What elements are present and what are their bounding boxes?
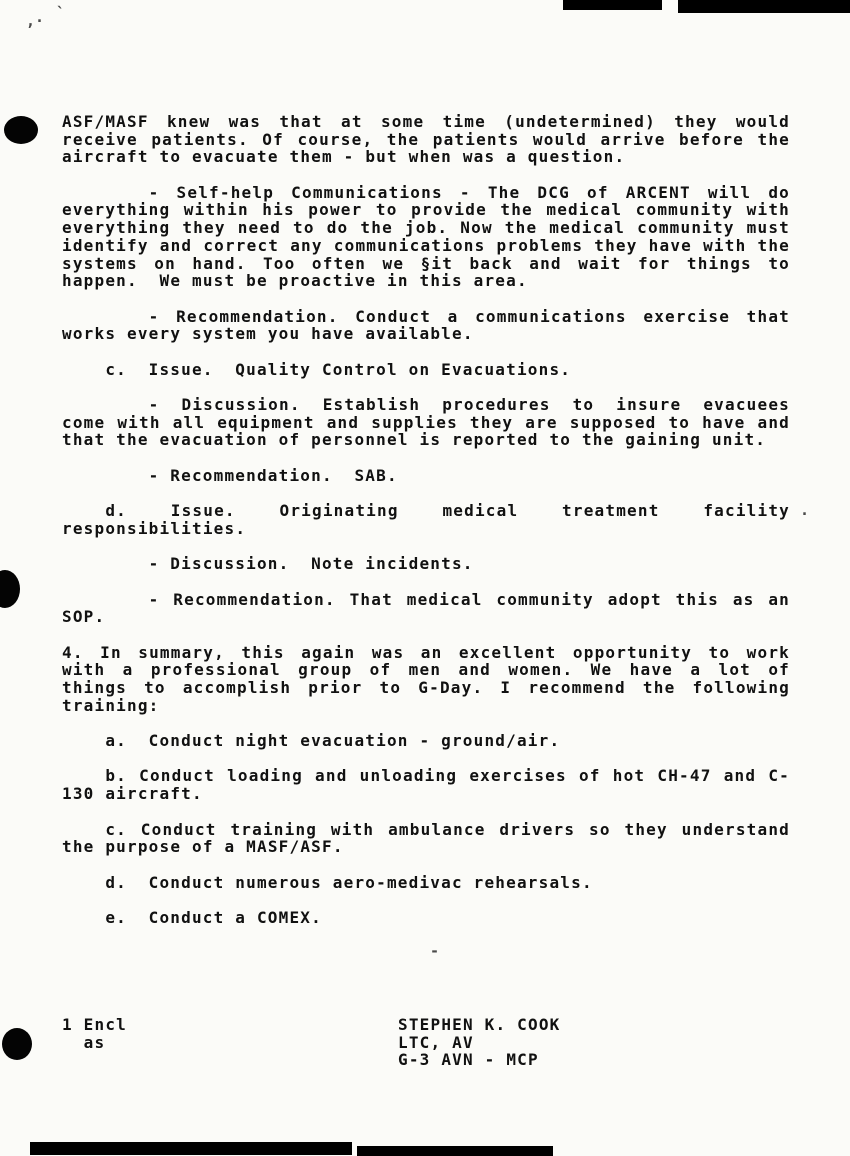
signature-block [398,1016,561,1069]
text-line: - Discussion. Establish procedures to insure evacuees [148,395,790,414]
text-line: receive patients. Of course, the patients would arrive before the [62,129,790,149]
text-line: identify and correct any communications problems they have with the [62,235,790,255]
text-line: with a professional group of men and women. We have a lot of [62,660,790,680]
text-line [62,856,790,874]
document-text [62,113,790,927]
signature-line: G-3 AVN - MCP [398,1050,539,1070]
text-line: things to accomplish prior to G-Day. I recommend the following [62,678,790,697]
text-line: d. Conduct numerous aero-medivac rehearsals. [105,872,593,892]
text-line [62,343,790,361]
text-line: training: [62,695,160,715]
text-line: 4. In summary, this again was an excellent opportunity to work [62,642,790,662]
signature-line: STEPHEN K. COOK [398,1015,561,1034]
text-line [62,714,790,732]
enclosure-block [62,1016,127,1051]
text-line: aircraft to evacuate them - but when was a question. [62,147,626,167]
text-line: come with all equipment and supplies they are supposed to have and [62,412,790,432]
text-line [62,626,790,644]
text-line: c. Issue. Quality Control on Evacuations. [105,359,572,379]
signature-line: LTC, AV [398,1032,474,1052]
text-line: - Recommendation. That medical community adopt this as an [148,589,790,609]
text-line: - Self-help Communications - The DCG of ARCENT will do [148,182,790,202]
text-line [62,290,790,308]
text-line: that the evacuation of personnel is reported to the gaining unit. [62,430,767,450]
redaction-bar [678,0,850,13]
scan-speck: ,· [26,12,45,30]
text-line [62,378,790,396]
text-line [62,449,790,467]
text-line [62,803,790,821]
text-line: - Discussion. Note incidents. [148,554,474,574]
text-line: - Recommendation. Conduct a communications exercise that [148,306,790,326]
text-line: ASF/MASF knew was that at some time (undetermined) they would [62,112,790,131]
scan-speck: ` [56,4,66,22]
scan-speck: . [800,501,810,519]
text-line: the purpose of a MASF/ASF. [62,837,344,857]
text-line: - Recommendation. SAB. [148,465,398,485]
text-line: systems on hand. Too often we §it back and wait for things to [62,253,790,273]
text-line [62,750,790,768]
text-line [62,573,790,591]
text-line [62,166,790,184]
text-line [62,484,790,502]
redaction-bar [563,0,662,10]
text-line: e. Conduct a COMEX. [105,907,322,927]
hole-punch-mark [2,1028,32,1060]
text-line [62,538,790,556]
text-line: d. Issue. Originating medical treatment facility [105,501,790,521]
text-line: b. Conduct loading and unloading exercises of hot CH-47 and C- [105,766,790,786]
hole-punch-mark [4,116,38,144]
text-line [62,891,790,909]
text-line: works every system you have available. [62,324,474,344]
hole-punch-mark [0,570,20,608]
text-line: SOP. [62,607,106,627]
redaction-bar [30,1142,352,1155]
text-line: 130 aircraft. [62,784,203,804]
scan-speck: - [430,942,440,960]
text-line: c. Conduct training with ambulance drivers so they understand [105,819,790,839]
text-line: happen. We must be proactive in this area. [62,271,528,291]
text-line: responsibilities. [62,518,247,538]
text-line: everything within his power to provide the medical community with [62,200,790,220]
text-line: a. Conduct night evacuation - ground/air. [105,731,561,751]
footer-line: as [62,1032,106,1052]
redaction-bar [357,1146,553,1156]
text-line: everything they need to do the job. Now the medical community must [62,218,790,238]
footer-line: 1 Encl [62,1015,127,1034]
